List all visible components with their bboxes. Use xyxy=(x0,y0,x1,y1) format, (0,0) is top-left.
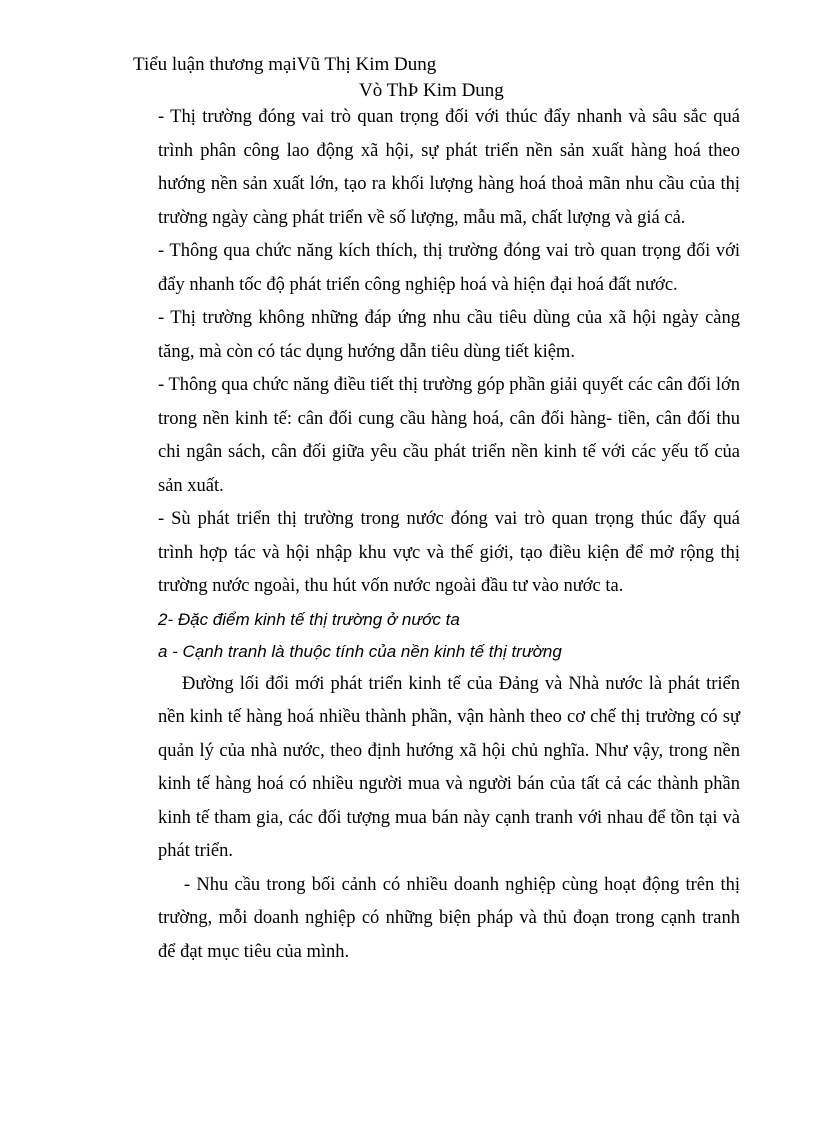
document-body xyxy=(158,101,740,969)
paragraph: Đường lối đổi mới phát triển kinh tế của Đảng và Nhà nước là phát triển nền kinh tế hàng hoá nhiều thành phần, vận hành theo cơ chế thị trường có sự quản lý của nhà nước, theo định hướng xã hội chủ nghĩa. Như vậy, trong nền kinh tế hàng hoá có nhiều người mua và người bán của tất cả các thành phần kinh tế tham gia, các đối tượng mua bán này cạnh tranh với nhau để tồn tại và phát triển. xyxy=(158,673,740,861)
paragraph: - Nhu cầu trong bối cảnh có nhiều doanh nghiệp cùng hoạt động trên thị trường, mỗi doanh nghiệp có những biện pháp và thủ đoạn trong cạnh tranh để đạt mục tiêu của mình. xyxy=(158,874,740,962)
header-author: Vò ThÞ Kim Dung xyxy=(359,80,504,101)
paragraph: - Thông qua chức năng kích thích, thị trường đóng vai trò quan trọng đối với đẩy nhanh tốc độ phát triển công nghiệp hoá và hiện đại hoá đất nước. xyxy=(158,241,740,295)
paragraph: - Thị trường đóng vai trò quan trọng đối với thúc đẩy nhanh và sâu sắc quá trình phân công lao động xã hội, sự phát triển nền sản xuất hàng hoá theo hướng nền sản xuất lớn, tạo ra khối lượng hàng hoá thoả mãn nhu cầu của thị trường ngày càng phát triển về số lượng, mẫu mã, chất lượng và giá cả. xyxy=(158,107,740,228)
paragraph: - Sù phát triển thị trường trong nước đóng vai trò quan trọng thúc đẩy quá trình hợp tác và hội nhập khu vực và thế giới, tạo điều kiện để mở rộng thị trường nước ngoài, thu hút vốn nước ngoài đầu tư vào nước ta. xyxy=(158,509,740,596)
subsection-heading: a - Cạnh tranh là thuộc tính của nền kinh tế thị trường xyxy=(158,641,562,661)
paragraph: - Thông qua chức năng điều tiết thị trường góp phần giải quyết các cân đối lớn trong nền kinh tế: cân đối cung cầu hàng hoá, cân đối hàng- tiền, cân đối thu chi ngân sách, cân đối giữa yêu cầu phát triển nền kinh tế với các yếu tố của sản xuất. xyxy=(158,375,740,496)
section-heading: 2- Đặc điểm kinh tế thị trường ở nước ta xyxy=(158,609,460,629)
header-title: Tiểu luận thương mạiVũ Thị Kim Dung xyxy=(133,54,437,75)
paragraph: - Thị trường không những đáp ứng nhu cầu tiêu dùng của xã hội ngày càng tăng, mà còn có tác dụng hướng dẫn tiêu dùng tiết kiệm. xyxy=(158,308,740,362)
